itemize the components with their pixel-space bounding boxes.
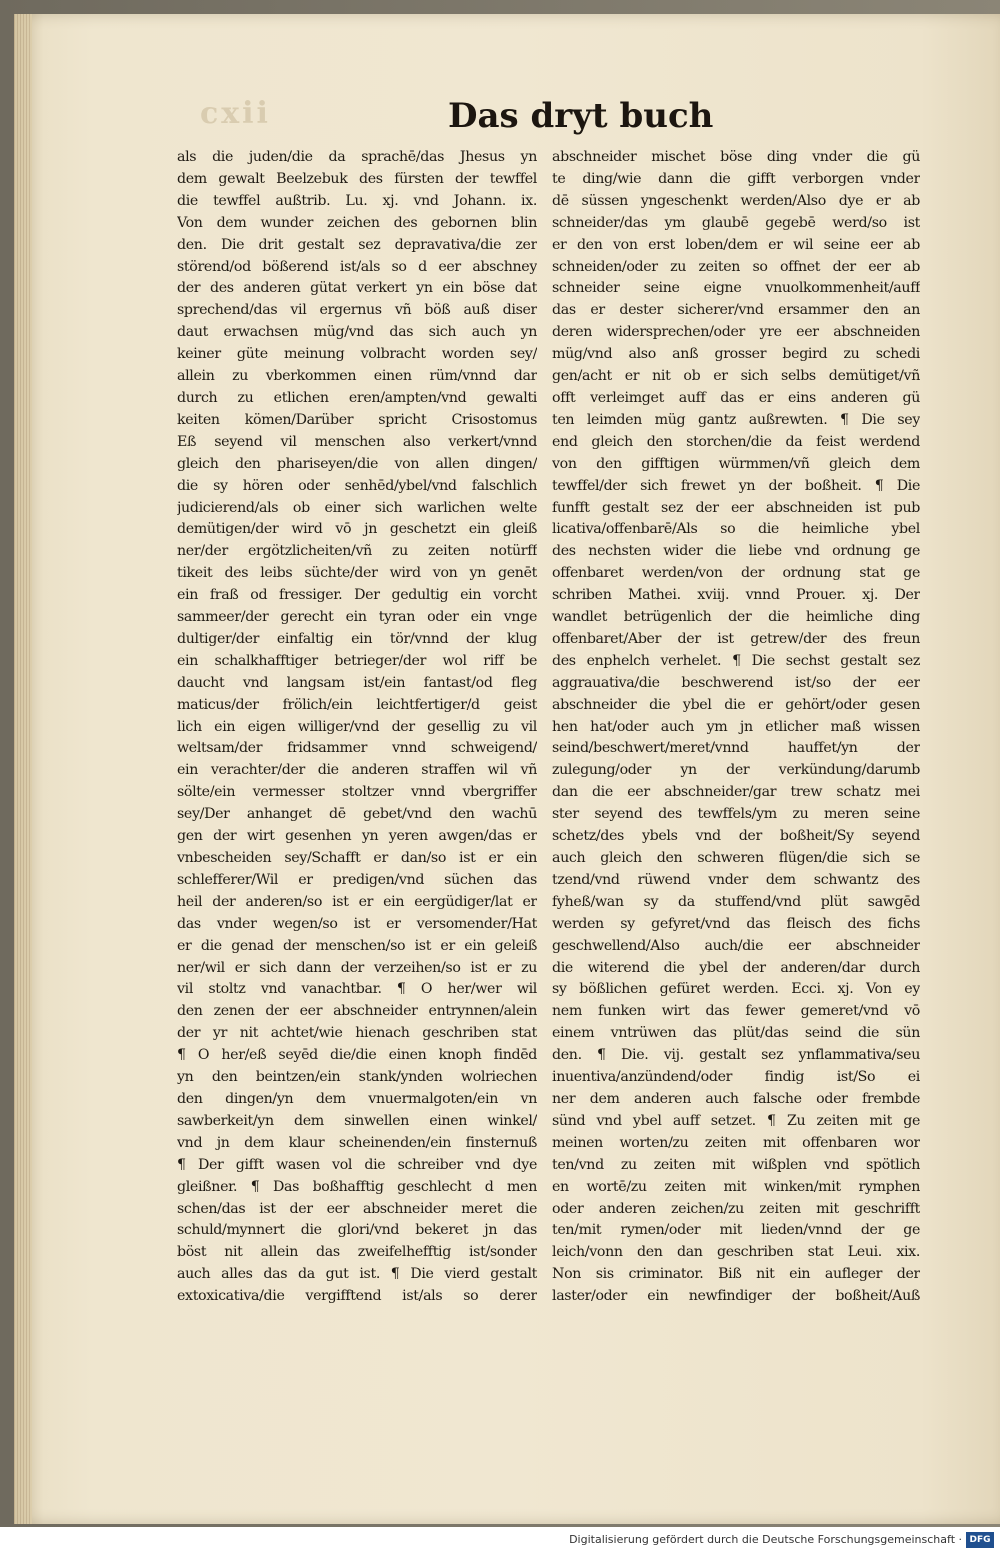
- text-line: weltsam/der fridsammer vnnd schweigend/: [177, 740, 537, 757]
- text-line: hen hat/oder auch ym jn etlicher maß wissen: [552, 718, 920, 735]
- text-line: ten/vnd zu zeiten mit wißplen vnd spötlich: [552, 1156, 920, 1173]
- text-line: zulegung/oder yn der verkündung/darumb: [552, 762, 920, 779]
- text-line: demütigen/der wird vō jn geschetzt ein gleiß: [177, 521, 537, 538]
- text-line: meinen worten/zu zeiten mit offenbaren wor: [552, 1134, 920, 1151]
- text-line: ein verachter/der die anderen straffen wil vñ: [177, 762, 537, 779]
- text-line: durch zu etlichen eren/ampten/vnd gewalti: [177, 389, 537, 406]
- funding-note: Digitalisierung gefördert durch die Deutsche Forschungsgemeinschaft ·: [569, 1533, 962, 1546]
- text-line: dultiger/der einfaltig ein tör/vnnd der klug: [177, 630, 537, 647]
- text-line: ner/wil er sich dann der verzeihen/so ist er zu: [177, 959, 537, 976]
- text-line: den. Die drit gestalt sez depravativa/die zer: [177, 236, 537, 253]
- show-through-folio: cxii: [200, 96, 271, 131]
- text-line: die sy hören oder senhēd/ybel/vnd falschlich: [177, 477, 537, 494]
- text-line: Von dem wunder zeichen des gebornen blin: [177, 214, 537, 231]
- dfg-logo: DFG: [966, 1532, 994, 1548]
- text-line: von den gifftigen würmmen/vñ gleich dem: [552, 455, 920, 472]
- text-line: leich/vonn den dan geschriben stat Leui. xix.: [552, 1244, 920, 1261]
- footer-bar: [0, 1527, 1000, 1553]
- text-line: laster/oder ein newfindiger der boßheit/Auß: [552, 1288, 920, 1305]
- text-line: vnd jn dem klaur scheinenden/ein finsternuß: [177, 1134, 537, 1151]
- text-line: die witerend die ybel der anderen/dar durch: [552, 959, 920, 976]
- text-line: den zenen der eer abschneider entrynnen/alein: [177, 1003, 537, 1020]
- text-line: yn den beintzen/ein stank/ynden wolriechen: [177, 1069, 537, 1086]
- text-line: vnbescheiden sey/Schafft er dan/so ist er ein: [177, 850, 537, 866]
- text-line: geschwellend/Also auch/die eer abschneider: [552, 937, 920, 954]
- text-line: offt verleimget auff das er eins anderen gü: [552, 389, 920, 406]
- text-line: heil der anderen/so ist er ein eergüdiger/lat er: [177, 893, 537, 910]
- text-line: sammeer/der gerecht ein tyran oder ein vnge: [177, 609, 537, 626]
- text-line: ten leimden müg gantz außrewten. ¶ Die sey: [552, 411, 920, 428]
- text-line: aggrauativa/die beschwerend ist/so der eer: [552, 674, 920, 691]
- text-line: störend/od bößerend ist/als so d eer abschney: [177, 258, 537, 275]
- text-line: werden sy gefyret/vnd das fleisch des fichs: [552, 915, 920, 932]
- text-line: ster seyend des tewffels/ym zu meren seine: [552, 806, 920, 823]
- text-line: ¶ Der gifft wasen vol die schreiber vnd dye: [177, 1156, 537, 1173]
- text-line: tewffel/der sich frewet yn der boßheit. ¶ Die: [552, 477, 920, 494]
- text-line: inuentiva/anzündend/oder findig ist/So ei: [552, 1069, 920, 1086]
- text-column-left: [177, 147, 537, 1308]
- text-line: nem funken wirt das fewer gemeret/vnd vō: [552, 1003, 920, 1020]
- text-line: das er dester sicherer/vnd ersammer den an: [552, 302, 920, 319]
- running-head: Das dryt buch: [448, 96, 714, 136]
- text-line: ten/mit rymen/oder mit lieden/vnnd der ge: [552, 1222, 920, 1239]
- text-line: allein zu vberkommen einen rüm/vnnd dar: [177, 368, 537, 385]
- text-line: daucht vnd langsam ist/ein fantast/od fleg: [177, 674, 537, 691]
- text-line: böst nit allein das zweifelhefftig ist/sonder: [177, 1244, 537, 1261]
- text-line: ner/der ergötzlicheiten/vñ zu zeiten notürff: [177, 543, 537, 560]
- text-line: vil stoltz vnd vanachtbar. ¶ O her/wer wil: [177, 981, 537, 998]
- text-line: seind/beschwert/meret/vnnd hauffet/yn der: [552, 740, 920, 757]
- text-line: schneiden/oder zu zeiten so offnet der eer ab: [552, 258, 920, 275]
- text-line: die tewffel außtrib. Lu. xj. vnd Johann. ix.: [177, 192, 537, 209]
- text-line: er den von erst loben/dem er wil seine eer ab: [552, 236, 920, 253]
- text-line: schuld/mynnert die glori/vnd bekeret jn das: [177, 1222, 537, 1239]
- text-line: daut erwachsen müg/vnd das sich auch yn: [177, 324, 537, 341]
- text-line: schriben Mathei. xviij. vnnd Prouer. xj. Der: [552, 587, 920, 604]
- page-edges: [14, 14, 32, 1524]
- text-line: des enphelch verhelet. ¶ Die sechst gestalt sez: [552, 652, 920, 669]
- text-line: müg/vnd also anß grosser begird zu schedi: [552, 346, 920, 363]
- text-line: maticus/der frölich/ein leichtfertiger/d geist: [177, 696, 537, 713]
- text-line: den dingen/yn dem vnuermalgoten/ein vn: [177, 1090, 537, 1107]
- text-line: sünd vnd ybel auff setzet. ¶ Zu zeiten mit ge: [552, 1112, 920, 1129]
- text-line: offenbaret werden/von der ordnung stat ge: [552, 565, 920, 582]
- text-line: offenbaret/Aber der ist getrew/der des freun: [552, 630, 920, 647]
- text-line: als die juden/die da sprachē/das Jhesus yn: [177, 149, 537, 165]
- text-line: ner dem anderen auch falsche oder frembde: [552, 1090, 920, 1107]
- text-line: schneider/das ym glaubē gegebē werd/so ist: [552, 214, 920, 231]
- text-line: funfft gestalt sez der eer abschneiden ist pub: [552, 499, 920, 516]
- text-line: den. ¶ Die. vij. gestalt sez ynflammativa/seu: [552, 1047, 920, 1064]
- text-line: Non sis criminator. Biß nit ein aufleger der: [552, 1266, 920, 1283]
- text-line: licativa/offenbarē/Als so die heimliche ybel: [552, 521, 920, 538]
- text-line: dem gewalt Beelzebuk des fürsten der tewffel: [177, 170, 537, 187]
- text-line: der des anderen gütat verkert yn ein böse dat: [177, 280, 537, 297]
- text-line: abschneider die ybel die er gehört/oder gesen: [552, 696, 920, 713]
- text-line: des nechsten wider die liebe vnd ordnung ge: [552, 543, 920, 560]
- text-line: wandlet betrügenlich der die heimliche ding: [552, 609, 920, 626]
- text-line: schetz/des ybels vnd der boßheit/Sy seyend: [552, 828, 920, 845]
- text-line: Eß seyend vil menschen also verkert/vnnd: [177, 433, 537, 450]
- text-line: oder anderen zeichen/zu zeiten mit geschrifft: [552, 1200, 920, 1217]
- text-line: gleich den phariseyen/die von allen dingen/: [177, 455, 537, 472]
- text-line: keiner güte meinung volbracht worden sey/: [177, 346, 537, 363]
- text-line: sawberkeit/yn dem sinwellen einen winkel/: [177, 1112, 537, 1129]
- text-line: dē süssen yngeschenkt werden/Also dye er ab: [552, 192, 920, 209]
- text-line: extoxicativa/die vergifftend ist/als so derer: [177, 1288, 537, 1305]
- text-line: auch gleich den schweren flügen/die sich se: [552, 850, 920, 866]
- text-line: der yr nit achtet/wie hienach geschriben stat: [177, 1025, 537, 1042]
- text-line: tzend/vnd rüwend vnder dem schwantz des: [552, 871, 920, 888]
- text-line: schneider seine eigne vnuolkommenheit/auff: [552, 280, 920, 297]
- text-line: en wortē/zu zeiten mit winken/mit rymphen: [552, 1178, 920, 1195]
- text-line: gen der wirt gesenhen yn yeren awgen/das er: [177, 828, 537, 845]
- text-line: gen/acht er nit ob er sich selbs demütiget/vñ: [552, 368, 920, 385]
- text-line: end gleich den storchen/die da feist werdend: [552, 433, 920, 450]
- text-line: ein schalkhafftiger betrieger/der wol riff be: [177, 652, 537, 669]
- text-line: das vnder wegen/so ist er versomender/Hat: [177, 915, 537, 932]
- text-line: einem vntrüwen das plüt/das seind die sün: [552, 1025, 920, 1042]
- text-line: deren widersprechen/oder yre eer abschneiden: [552, 324, 920, 341]
- text-line: keiten kömen/Darüber spricht Crisostomus: [177, 411, 537, 428]
- text-line: judicierend/als ob einer sich warlichen welte: [177, 499, 537, 516]
- text-line: sprechend/das vil ergernus vñ böß auß diser: [177, 302, 537, 319]
- text-line: dan die eer abschneider/gar trew schatz mei: [552, 784, 920, 801]
- text-line: sölte/ein vermesser stoltzer vnnd vbergriffer: [177, 784, 537, 801]
- text-line: sey/Der anhanget dē gebet/vnd den wachū: [177, 806, 537, 823]
- text-line: ¶ O her/eß seyēd die/die einen knoph findēd: [177, 1047, 537, 1064]
- text-column-right: [552, 147, 920, 1308]
- text-line: ein fraß od fressiger. Der gedultig ein vorcht: [177, 587, 537, 604]
- text-line: fyheß/wan sy da stuffend/vnd plüt sawgēd: [552, 893, 920, 910]
- text-line: te ding/wie dann die gifft verborgen vnder: [552, 170, 920, 187]
- text-line: schen/das ist der eer abschneider meret die: [177, 1200, 537, 1217]
- text-line: gleißner. ¶ Das boßhafftig geschlecht d men: [177, 1178, 537, 1195]
- text-line: auch alles das da gut ist. ¶ Die vierd gestalt: [177, 1266, 537, 1283]
- text-line: sy bößlichen gefüret werden. Ecci. xj. Von ey: [552, 981, 920, 998]
- text-line: tikeit des leibs süchte/der wird von yn genēt: [177, 565, 537, 582]
- text-line: lich ein eigen williger/vnd der gesellig zu vil: [177, 718, 537, 735]
- text-line: abschneider mischet böse ding vnder die gü: [552, 149, 920, 165]
- text-line: schlefferer/Wil er predigen/vnd süchen das: [177, 871, 537, 888]
- text-line: er die genad der menschen/so ist er ein geleiß: [177, 937, 537, 954]
